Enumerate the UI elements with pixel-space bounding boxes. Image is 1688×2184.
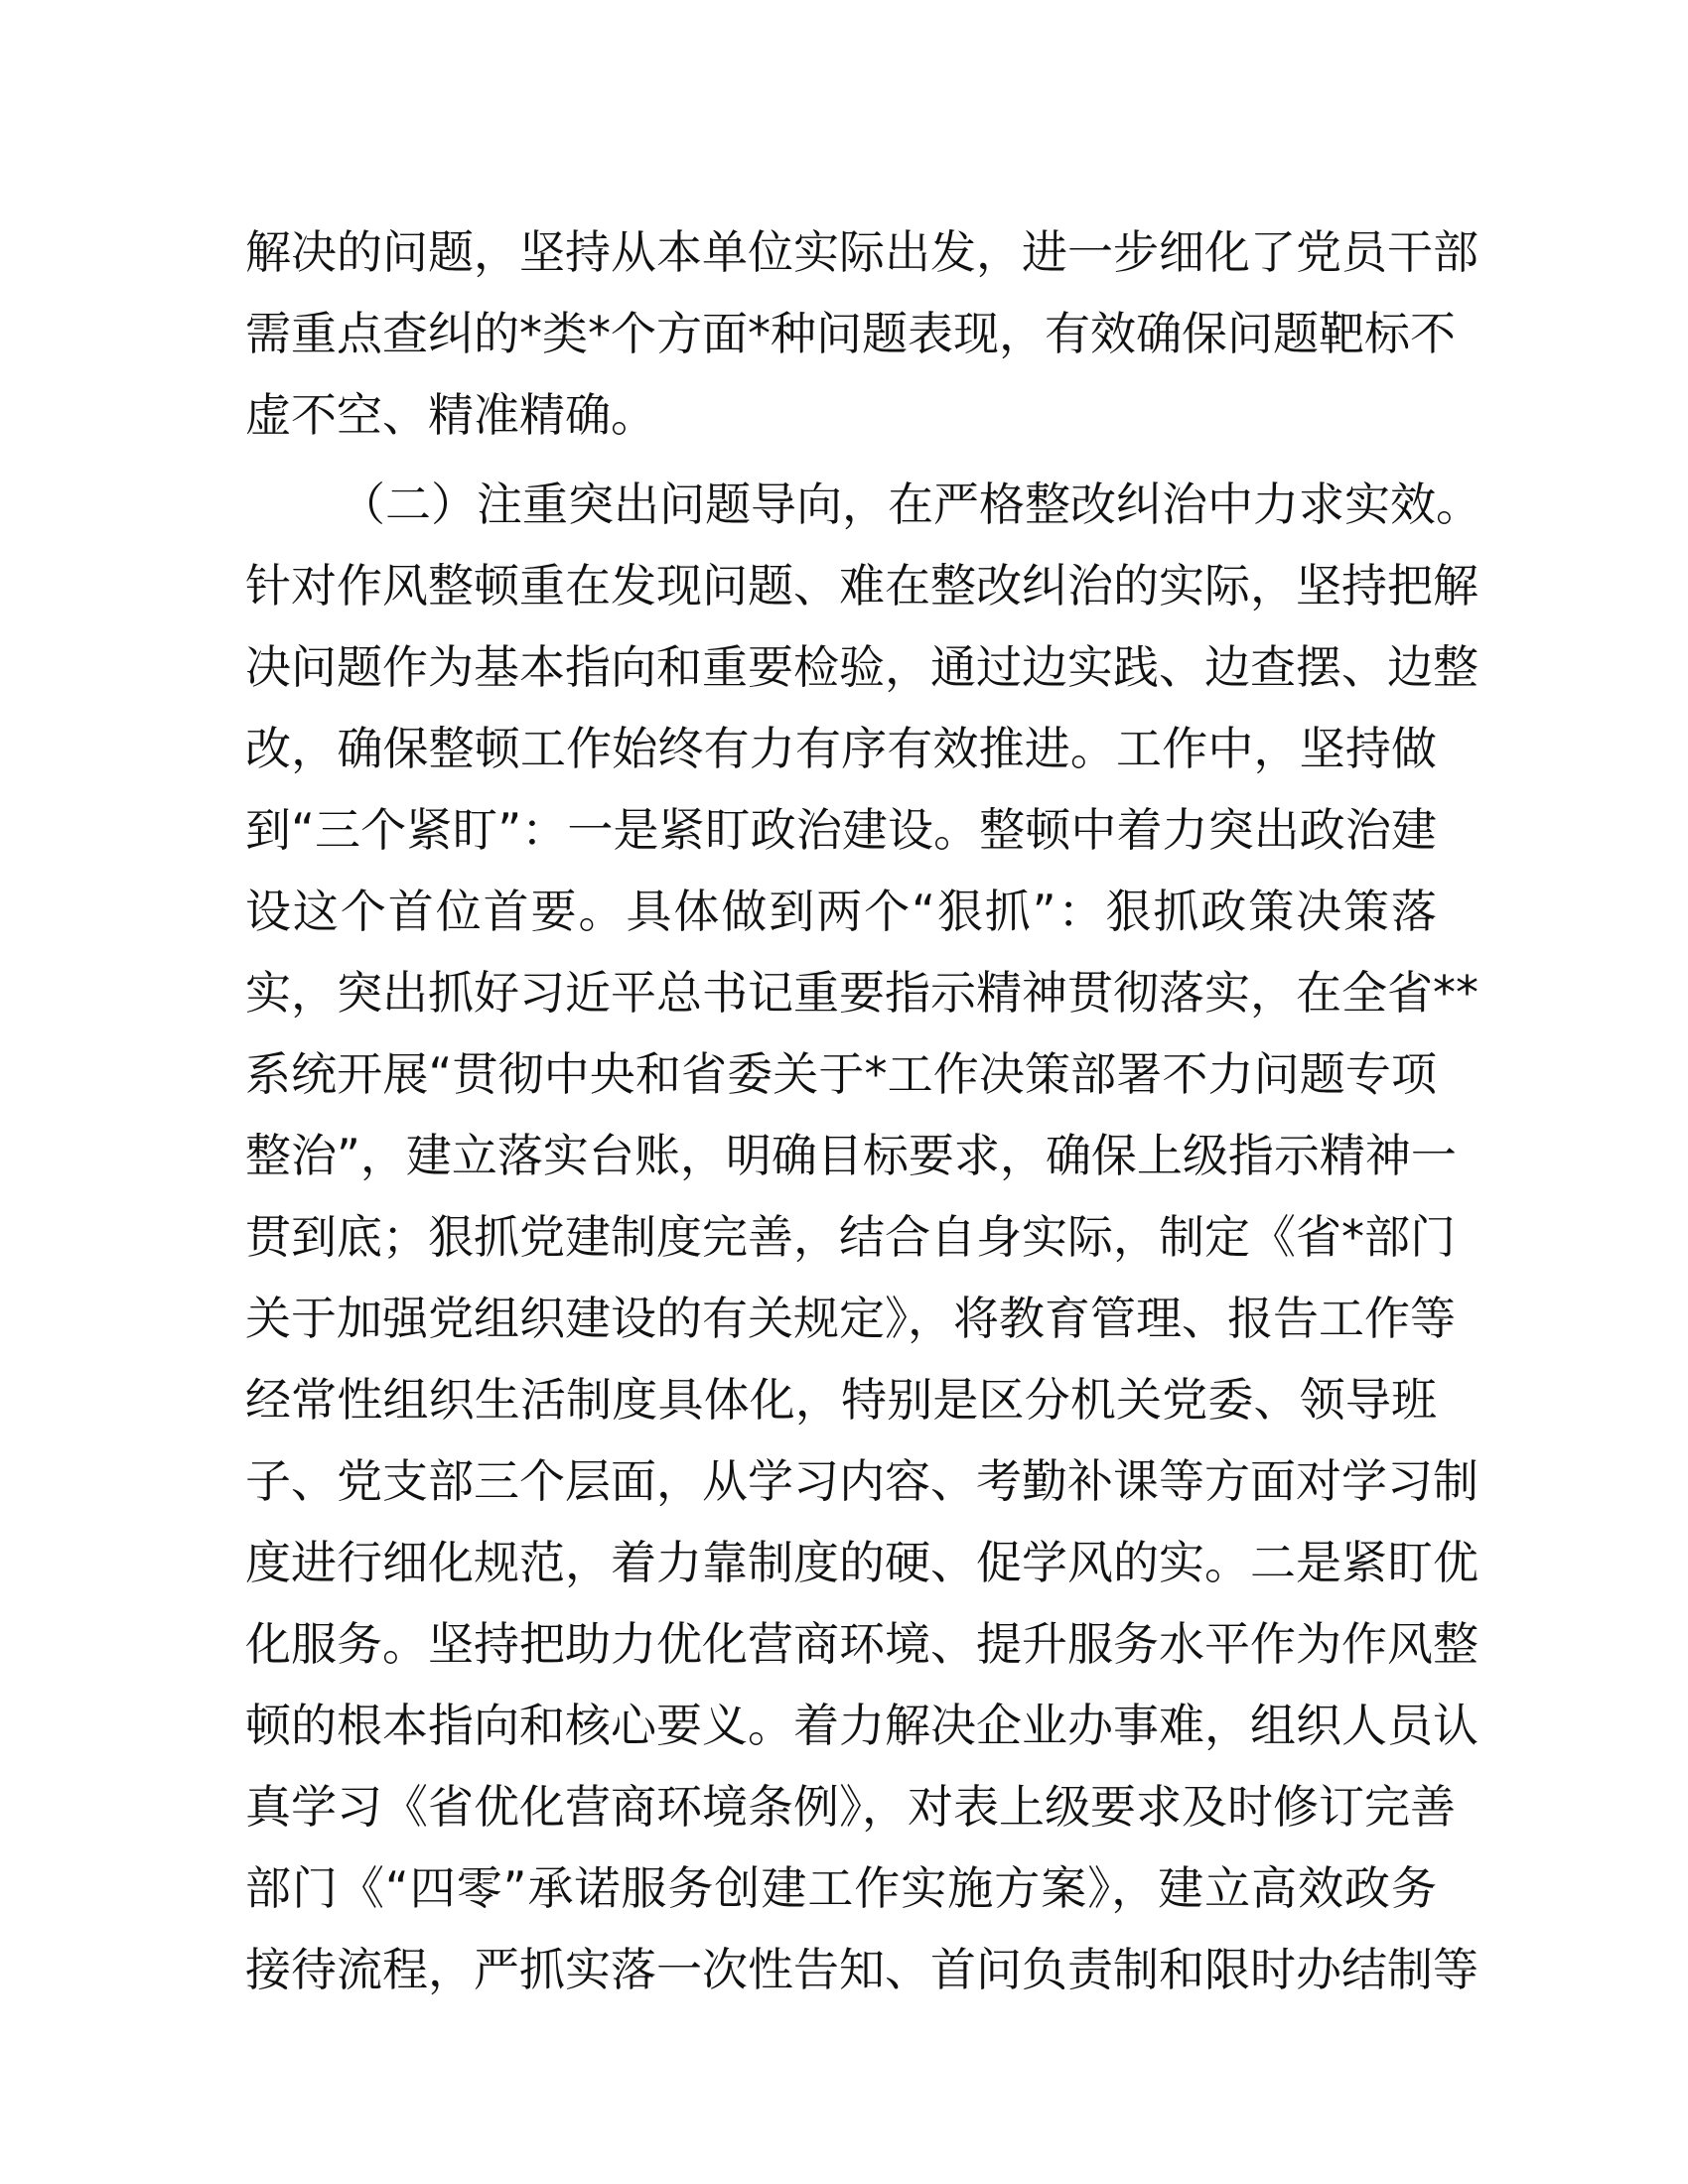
paragraph-2: [245, 464, 1481, 2092]
text-line: 度进行细化规范，着力靠制度的硬、促学风的实。二是紧盯优: [245, 1536, 1478, 1589]
text-line: 改，确保整顿工作始终有力有序有效推进。工作中，坚持做: [245, 722, 1437, 775]
text-line: 化服务。坚持把助力优化营商环境、提升服务水平作为作风整: [245, 1617, 1478, 1671]
text-line: 真学习《省优化营商环境条例》，对表上级要求及时修订完善: [245, 1780, 1456, 1834]
text-line: 整治”，建立落实台账，明确目标要求，确保上级指示精神一: [245, 1129, 1457, 1182]
text-line: 子、党支部三个层面，从学习内容、考勤补课等方面对学习制: [245, 1454, 1478, 1508]
text-line: 解决的问题，坚持从本单位实际出发，进一步细化了党员干部: [245, 225, 1478, 279]
text-line: 虚不空、精准精确。: [245, 388, 656, 442]
text-line: 贯到底；狠抓党建制度完善，结合自身实际，制定《省*部门: [245, 1210, 1456, 1264]
text-line: 经常性组织生活制度具体化，特别是区分机关党委、领导班: [245, 1373, 1437, 1427]
text-line: 决问题作为基本指向和重要检验，通过边实践、边查摆、边整: [245, 640, 1478, 694]
text-line: [245, 2010, 1437, 2092]
text-line: 需重点查纠的*类*个方面*种问题表现，有效确保问题靶标不: [245, 307, 1456, 360]
text-line: 部门《“四零”承诺服务创建工作实施方案》，建立高效政务: [245, 1861, 1437, 1915]
text-line: 针对作风整顿重在发现问题、难在整改纠治的实际，坚持把解: [245, 559, 1478, 613]
paragraph-gap: [245, 456, 1437, 464]
paragraph-1: [245, 211, 1478, 456]
section-heading-line: （二）注重突出问题导向，在严格整改纠治中力求实效。: [340, 478, 1481, 531]
text-line: 接待流程，严抓实落一次性告知、首问负责制和限时办结制等: [245, 1943, 1478, 1996]
text-line: 关于加强党组织建设的有关规定》，将教育管理、报告工作等: [245, 1292, 1456, 1345]
text-line: 顿的根本指向和核心要义。着力解决企业办事难，组织人员认: [245, 1699, 1478, 1752]
text-line: 设这个首位首要。具体做到两个“狠抓”：狠抓政策决策落: [245, 885, 1437, 938]
body-text: [245, 211, 1481, 2092]
text-line: 系统开展“贯彻中央和省委关于*工作决策部署不力问题专项: [245, 1047, 1437, 1101]
text-line: 到“三个紧盯”：一是紧盯政治建设。整顿中着力突出政治建: [245, 803, 1437, 857]
text-line: 实，突出抓好习近平总书记重要指示精神贯彻落实，在全省**: [245, 966, 1478, 1020]
